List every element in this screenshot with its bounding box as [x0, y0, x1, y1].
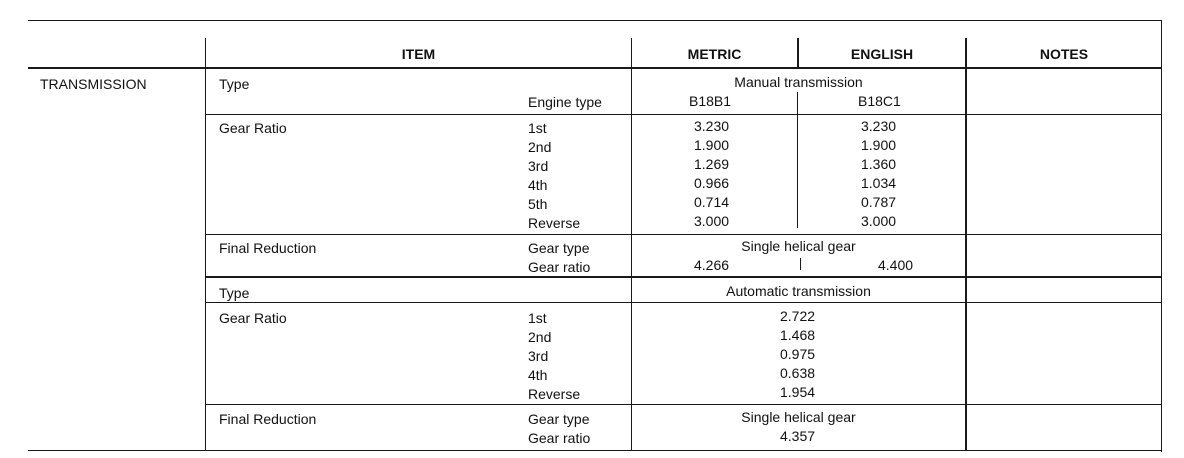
manual-gear-type-label: Gear type [528, 240, 590, 256]
manual-final-right: 4.400 [878, 257, 914, 273]
auto-gear-label: 3rd [528, 348, 549, 364]
manual-gear-value-right: 1.360 [861, 156, 897, 172]
engine-right: B18C1 [858, 93, 901, 109]
manual-gear-label: 1st [528, 120, 547, 136]
auto-gear-value: 2.722 [780, 308, 816, 324]
auto-gear-label: 1st [528, 310, 547, 326]
manual-gear-label: Reverse [528, 215, 581, 231]
header-english: ENGLISH [850, 46, 914, 62]
manual-gear-value-left: 0.714 [694, 194, 730, 210]
category-label: TRANSMISSION [40, 76, 147, 92]
manual-type-value: Manual transmission [734, 74, 863, 90]
auto-type-value: Automatic transmission [726, 283, 871, 299]
auto-gear-label: 2nd [528, 329, 552, 345]
manual-gear-ratio-label: Gear Ratio [219, 120, 287, 136]
manual-type-label: Type [219, 76, 250, 92]
header-metric: METRIC [687, 46, 742, 62]
notes-column-divider [965, 38, 967, 450]
header-item: ITEM [401, 46, 436, 62]
auto-final-reduction-label: Final Reduction [219, 411, 317, 427]
table-top-border [28, 20, 1162, 21]
manual-gear-label: 4th [528, 177, 548, 193]
manual-final-reduction-label: Final Reduction [219, 240, 317, 256]
header-bottom-border [28, 67, 1162, 69]
manual-gear-value-left: 3.230 [694, 118, 730, 134]
auto-gear-label: 4th [528, 367, 548, 383]
manual-gear-value-right: 3.000 [861, 213, 897, 229]
row-divider-auto-gear-ratio [205, 302, 1162, 303]
header-notes: NOTES [1039, 46, 1089, 62]
auto-gear-label: Reverse [528, 386, 581, 402]
manual-gear-value-left: 1.269 [694, 156, 730, 172]
table-bottom-border [28, 450, 1162, 451]
engine-left: B18B1 [689, 93, 732, 109]
item-column-divider [205, 38, 206, 450]
manual-final-left: 4.266 [694, 257, 730, 273]
auto-gear-type-label: Gear type [528, 411, 590, 427]
manual-final-divider [800, 258, 801, 270]
manual-gear-value-right: 1.034 [861, 175, 897, 191]
row-divider-auto-final [205, 404, 1162, 405]
table-right-border [1161, 20, 1162, 452]
auto-gear-ratio-label: Gear Ratio [219, 310, 287, 326]
auto-type-label: Type [219, 285, 250, 301]
auto-gear-value: 1.954 [780, 384, 816, 400]
row-divider-final-reduction [205, 234, 1162, 235]
manual-gear-value-right: 1.900 [861, 137, 897, 153]
auto-final-gear-ratio-label: Gear ratio [528, 430, 591, 446]
manual-gear-value-left: 3.000 [694, 213, 730, 229]
auto-gear-value: 0.975 [780, 346, 816, 362]
manual-gear-label: 5th [528, 196, 548, 212]
manual-gear-value-right: 3.230 [861, 118, 897, 134]
manual-gear-value-right: 0.787 [861, 194, 897, 210]
manual-gear-value-left: 1.900 [694, 137, 730, 153]
row-divider-automatic [205, 276, 1162, 278]
auto-gear-value: 1.468 [780, 327, 816, 343]
manual-final-gear-ratio-label: Gear ratio [528, 259, 591, 275]
manual-gear-type-value: Single helical gear [741, 238, 856, 254]
manual-ratio-divider [797, 92, 798, 228]
manual-gear-value-left: 0.966 [694, 175, 730, 191]
auto-gear-value: 0.638 [780, 365, 816, 381]
manual-gear-label: 3rd [528, 158, 549, 174]
auto-final-value: 4.357 [780, 428, 816, 444]
row-divider-gear-ratio [205, 114, 1162, 115]
engine-type-label: Engine type [528, 94, 602, 110]
manual-gear-label: 2nd [528, 139, 552, 155]
auto-gear-type-value: Single helical gear [741, 409, 856, 425]
